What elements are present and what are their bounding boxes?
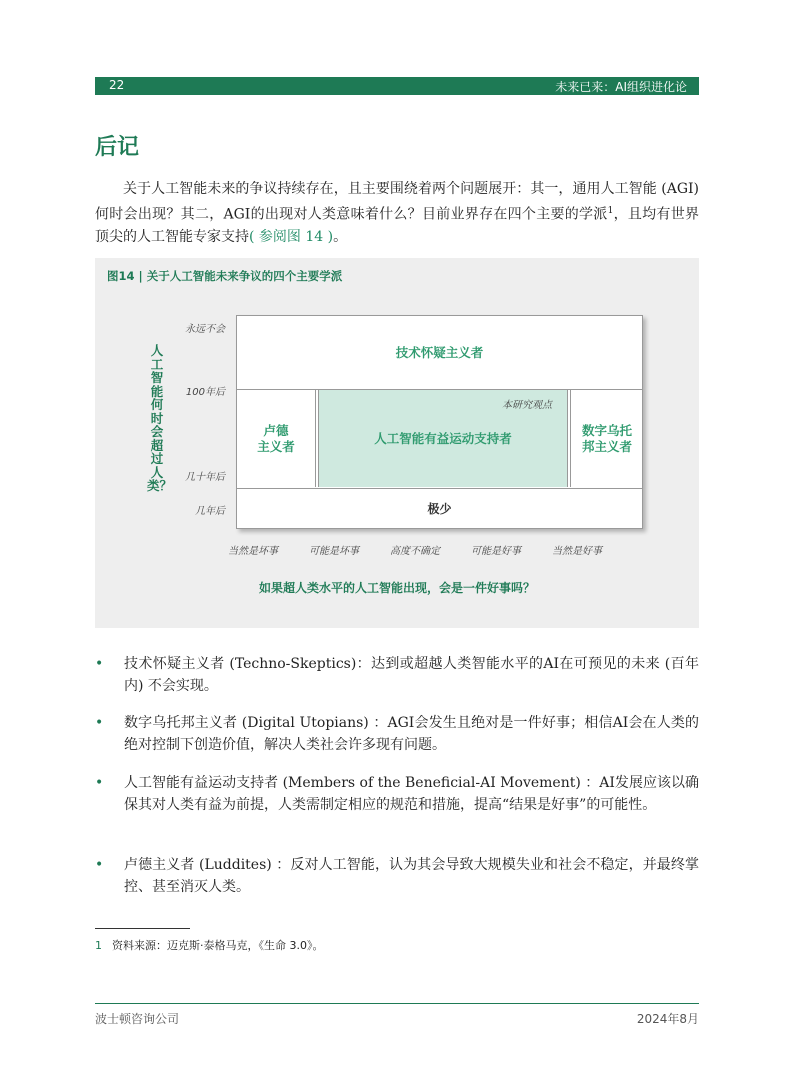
x-tick-probably-good: 可能是好事 — [471, 546, 521, 557]
zone-luddites: 卢德 主义者 — [237, 390, 316, 487]
footnote — [95, 937, 324, 953]
zone-digital-utopians: 数字乌托 邦主义者 — [570, 390, 643, 487]
bullet-dot: • — [95, 775, 104, 791]
footnote-divider — [95, 928, 190, 929]
zone-very-few: 极少 — [237, 488, 642, 529]
section-title: 后记 — [95, 135, 140, 160]
intro-paragraph — [95, 178, 699, 248]
y-axis-label: 人工智能何时会超过人类？ — [147, 343, 173, 493]
x-tick-uncertain: 高度不确定 — [390, 546, 440, 557]
y-tick-never: 永远不会 — [185, 324, 225, 335]
schools-chart — [236, 315, 643, 529]
footer-divider — [95, 1003, 699, 1004]
footer-company: 波士顿咨询公司 — [95, 1012, 180, 1026]
bullet-item-luddites — [95, 854, 699, 898]
page-number: 22 — [109, 78, 125, 92]
y-tick-years: 几年后 — [195, 506, 225, 517]
x-tick-certainly-bad: 当然是坏事 — [228, 546, 278, 557]
footnote-ref[interactable]: 1 — [607, 206, 614, 216]
bullet-text: 卢德主义者 (Luddites) ：反对人工智能，认为其会导致大规模失业和社会不稳定，并最终掌控、甚至消灭人类。 — [124, 857, 699, 895]
bullet-item-techno-skeptics — [95, 653, 699, 697]
intro-text-after: 。 — [333, 228, 348, 245]
zone-beneficial-ai: 人工智能有益运动支持者 — [318, 390, 568, 487]
footnote-number: 1 — [95, 939, 102, 952]
running-title: 未来已来：AI组织进化论 — [555, 80, 687, 94]
header-bar — [95, 77, 699, 95]
figure-14 — [95, 258, 699, 628]
bullet-item-digital-utopians — [95, 712, 699, 756]
y-tick-decades: 几十年后 — [185, 472, 225, 483]
x-axis-label: 如果超人类水平的人工智能出现，会是一件好事吗？ — [258, 581, 535, 595]
zone-techno-skeptics: 技术怀疑主义者 — [237, 316, 642, 390]
bullet-text: 技术怀疑主义者 (Techno-Skeptics)：达到或超越人类智能水平的AI在可预见的未来 (百年内) 不会实现。 — [124, 656, 699, 694]
our-view-label: 本研究观点 — [502, 400, 552, 411]
bullet-dot: • — [95, 857, 104, 873]
footer-date: 2024年8月 — [636, 1012, 699, 1026]
bullet-item-beneficial-ai — [95, 772, 699, 816]
figure-reference-link[interactable]: ( 参阅图 14 ) — [249, 228, 334, 245]
x-tick-probably-bad: 可能是坏事 — [309, 546, 359, 557]
footnote-text: 资料来源：迈克斯·泰格马克，《生命 3.0》。 — [112, 939, 324, 952]
intro-text-before: 关于人工智能未来的争议持续存在，且主要围绕着两个问题展开：其一，通用人工智能 (AGI) 何时会出现？其二，AGI的出现对人类意味着什么？目前业界存在四个主要的学派 — [95, 181, 699, 223]
bullet-text: 数字乌托邦主义者 (Digital Utopians) ：AGI会发生且绝对是一件好事；相信AI会在人类的绝对控制下创造价值，解决人类社会许多现有问题。 — [124, 715, 699, 753]
bullet-dot: • — [95, 656, 104, 672]
y-tick-100-years: 100年后 — [185, 387, 225, 398]
bullet-text: 人工智能有益运动支持者 (Members of the Beneficial-AI Movement) ：AI发展应该以确保其对人类有益为前提，人类需制定相应的规范和措施，提高“结果是好事”的可能性。 — [124, 775, 699, 813]
figure-caption: 图14 | 关于人工智能未来争议的四个主要学派 — [107, 269, 343, 283]
x-tick-certainly-good: 当然是好事 — [552, 546, 602, 557]
bullet-dot: • — [95, 715, 104, 731]
intro-text-middle: ，且均有世界顶尖的人工智能专家支持 — [95, 206, 700, 245]
